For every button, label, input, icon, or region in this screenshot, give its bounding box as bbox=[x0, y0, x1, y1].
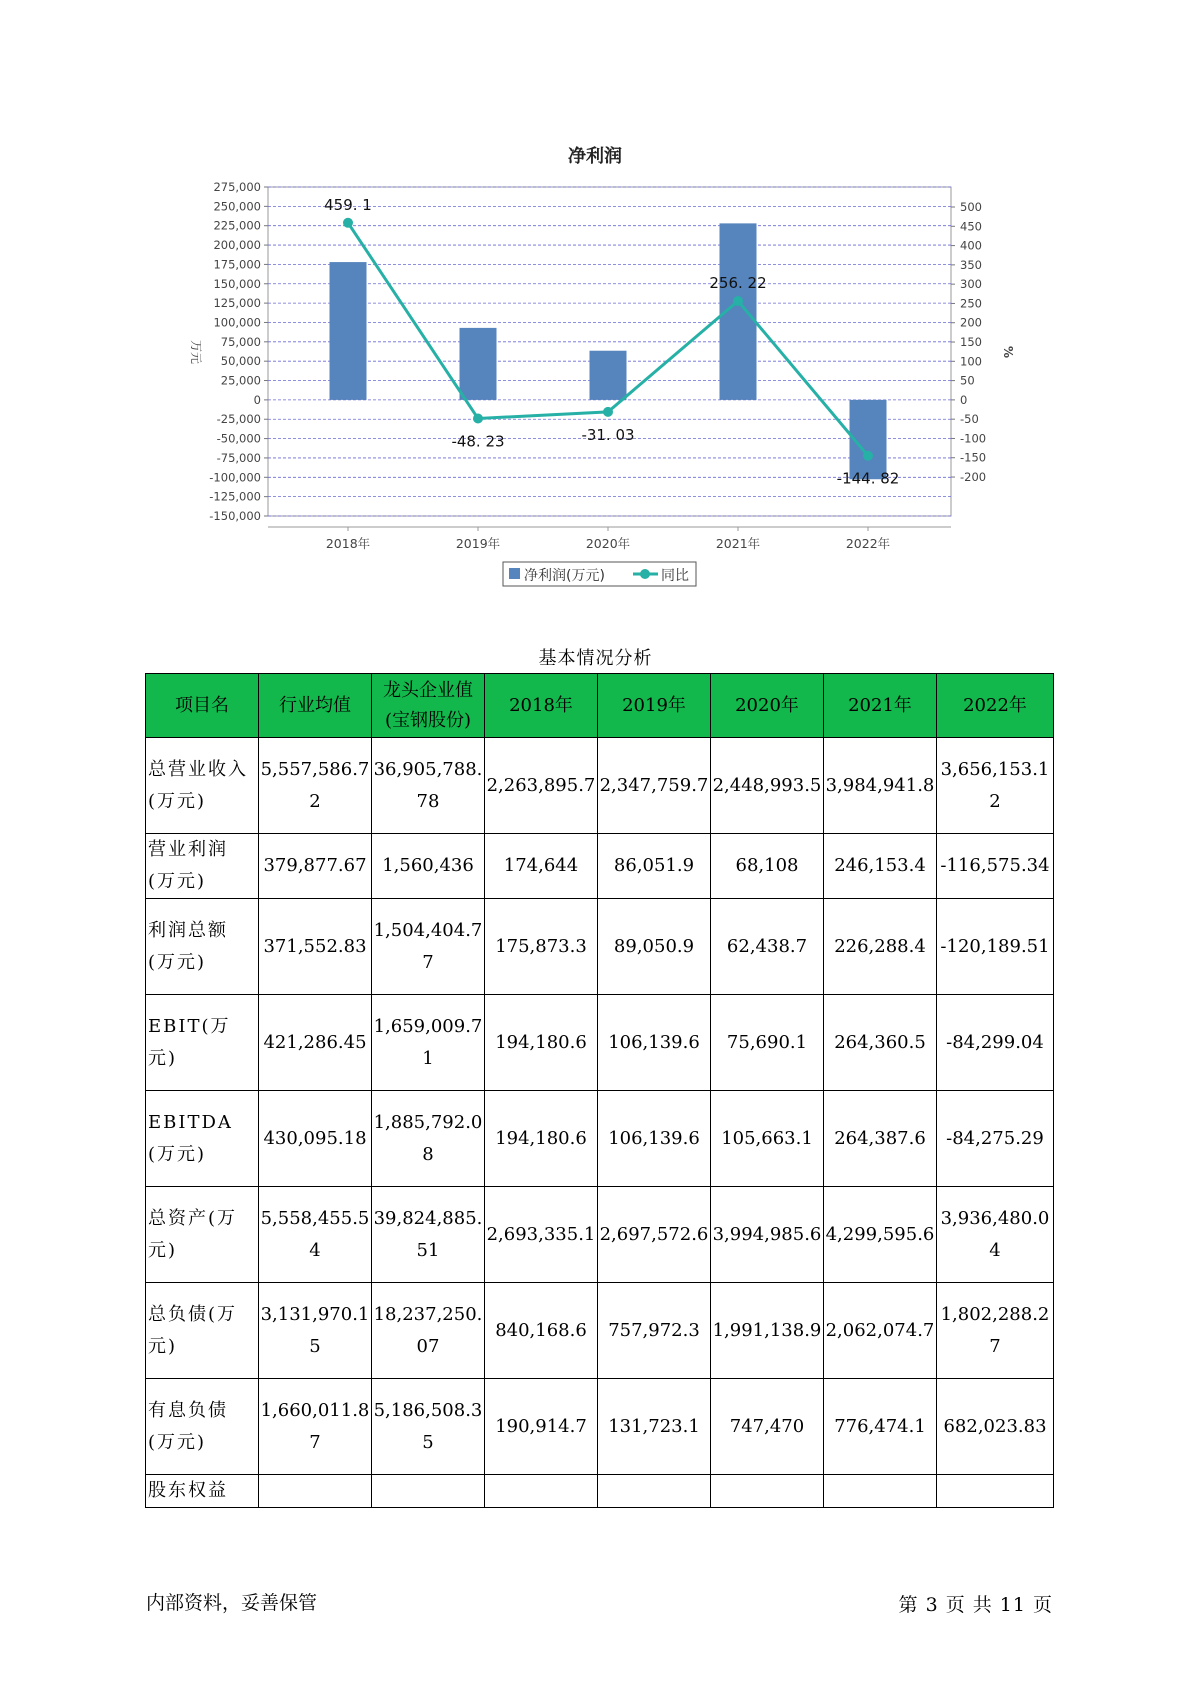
table-row bbox=[146, 995, 1054, 1091]
table-cell: 2,062,074.7 bbox=[824, 1283, 937, 1379]
table-cell: 36,905,788.78 bbox=[372, 738, 485, 834]
table-cell: 105,663.1 bbox=[711, 1091, 824, 1187]
table-cell: -116,575.34 bbox=[937, 834, 1054, 899]
x-tick-label: 2020年 bbox=[585, 536, 631, 551]
table-cell: 1,560,436 bbox=[372, 834, 485, 899]
y-tick-label: 50,000 bbox=[220, 354, 261, 369]
x-tick-label: 2022年 bbox=[845, 536, 891, 551]
table-cell: 246,153.4 bbox=[824, 834, 937, 899]
y2-tick-label: 0 bbox=[960, 392, 968, 407]
table-cell: 39,824,885.51 bbox=[372, 1187, 485, 1283]
y-tick-label: 250,000 bbox=[213, 199, 261, 214]
table-row bbox=[146, 1091, 1054, 1187]
table-row bbox=[146, 1283, 1054, 1379]
table-cell: 174,644 bbox=[485, 834, 598, 899]
yoy-data-label: -48. 23 bbox=[451, 432, 505, 451]
y2-tick-label: 50 bbox=[960, 373, 975, 388]
table-cell: 2,697,572.6 bbox=[598, 1187, 711, 1283]
yoy-data-label: 459. 1 bbox=[324, 195, 372, 214]
net-profit-chart bbox=[0, 0, 1191, 600]
y-tick-label: 150,000 bbox=[213, 276, 261, 291]
y2-tick-label: -200 bbox=[960, 470, 987, 485]
y2-tick-label: 250 bbox=[960, 296, 982, 311]
table-cell: 264,387.6 bbox=[824, 1091, 937, 1187]
yoy-point bbox=[863, 451, 873, 461]
table-cell: 175,873.3 bbox=[485, 899, 598, 995]
x-tick-label: 2021年 bbox=[715, 536, 761, 551]
table-cell: 18,237,250.07 bbox=[372, 1283, 485, 1379]
y2-tick-label: 350 bbox=[960, 257, 982, 272]
table-cell: 3,936,480.04 bbox=[937, 1187, 1054, 1283]
table-cell: 68,108 bbox=[711, 834, 824, 899]
table-cell: 776,474.1 bbox=[824, 1379, 937, 1475]
footer-page-number: 第 3 页 共 11 页 bbox=[898, 1594, 1053, 1616]
y2-tick-label: 500 bbox=[960, 200, 982, 214]
table-cell: 264,360.5 bbox=[824, 995, 937, 1091]
y2-tick-label: 100 bbox=[960, 354, 982, 369]
table-cell: 62,438.7 bbox=[711, 899, 824, 995]
header-item-name: 项目名 bbox=[146, 674, 259, 738]
y-tick-label: 200,000 bbox=[213, 238, 261, 253]
header-2019: 2019年 bbox=[598, 674, 711, 738]
legend-line-marker bbox=[640, 569, 650, 579]
row-label: 利润总额(万元) bbox=[146, 899, 259, 995]
y2-tick-label: -50 bbox=[960, 412, 979, 427]
table-cell: 3,984,941.8 bbox=[824, 738, 937, 834]
y-tick-label: 225,000 bbox=[213, 218, 261, 233]
table-cell: -84,299.04 bbox=[937, 995, 1054, 1091]
yoy-data-label: -144. 82 bbox=[836, 469, 900, 488]
row-label: 营业利润(万元) bbox=[146, 834, 259, 899]
table-cell bbox=[598, 1475, 711, 1508]
table-cell: 1,660,011.87 bbox=[259, 1379, 372, 1475]
bar-net-profit bbox=[330, 262, 367, 400]
table-cell: 1,659,009.71 bbox=[372, 995, 485, 1091]
table-cell: 106,139.6 bbox=[598, 995, 711, 1091]
yoy-point bbox=[603, 407, 613, 417]
table-cell: 5,186,508.35 bbox=[372, 1379, 485, 1475]
y2-tick-label: 200 bbox=[960, 315, 982, 330]
y-tick-label: 0 bbox=[253, 392, 261, 407]
chart-svg bbox=[0, 0, 1191, 600]
yoy-point bbox=[343, 218, 353, 228]
row-label: EBIT(万元) bbox=[146, 995, 259, 1091]
y2-tick-label: 150 bbox=[960, 335, 982, 350]
x-tick-label: 2019年 bbox=[455, 536, 501, 551]
table-cell bbox=[372, 1475, 485, 1508]
header-2018: 2018年 bbox=[485, 674, 598, 738]
analysis-table bbox=[145, 673, 1054, 1508]
chart-title: 净利润 bbox=[568, 146, 622, 167]
y-tick-label: -100,000 bbox=[209, 470, 261, 485]
y2-tick-label: 400 bbox=[960, 238, 982, 253]
table-header-row bbox=[146, 674, 1054, 738]
y-tick-label: 175,000 bbox=[213, 257, 261, 272]
header-2021: 2021年 bbox=[824, 674, 937, 738]
y-tick-label: -125,000 bbox=[209, 489, 261, 504]
table-cell: 2,693,335.1 bbox=[485, 1187, 598, 1283]
table-cell: 2,448,993.5 bbox=[711, 738, 824, 834]
table-cell: 226,288.4 bbox=[824, 899, 937, 995]
table-cell bbox=[937, 1475, 1054, 1508]
table-row bbox=[146, 899, 1054, 995]
row-label: 总负债(万元) bbox=[146, 1283, 259, 1379]
table-cell: 1,802,288.27 bbox=[937, 1283, 1054, 1379]
y-tick-label: -25,000 bbox=[216, 412, 261, 427]
y-tick-label: -75,000 bbox=[216, 450, 261, 465]
table-cell: 75,690.1 bbox=[711, 995, 824, 1091]
table-row bbox=[146, 738, 1054, 834]
legend-bar-label: 净利润(万元) bbox=[524, 568, 605, 584]
y-tick-label: -150,000 bbox=[209, 509, 261, 523]
table-row bbox=[146, 834, 1054, 899]
table-cell: 4,299,595.6 bbox=[824, 1187, 937, 1283]
y2-tick-label: -100 bbox=[960, 431, 987, 446]
row-label: 总营业收入(万元) bbox=[146, 738, 259, 834]
legend-bar-swatch bbox=[509, 568, 520, 579]
row-label: EBITDA(万元) bbox=[146, 1091, 259, 1187]
table-cell bbox=[485, 1475, 598, 1508]
y-tick-label: 75,000 bbox=[220, 334, 261, 349]
table-body bbox=[146, 738, 1054, 1508]
table-cell: 371,552.83 bbox=[259, 899, 372, 995]
yoy-point bbox=[733, 296, 743, 306]
table-cell bbox=[259, 1475, 372, 1508]
table-caption: 基本情况分析 bbox=[538, 648, 653, 669]
row-label: 总资产(万元) bbox=[146, 1187, 259, 1283]
x-tick-label: 2018年 bbox=[325, 536, 371, 551]
table-cell: 379,877.67 bbox=[259, 834, 372, 899]
table-cell: 194,180.6 bbox=[485, 1091, 598, 1187]
table-cell: 430,095.18 bbox=[259, 1091, 372, 1187]
table-cell: 106,139.6 bbox=[598, 1091, 711, 1187]
y-axis-label: 万元 bbox=[189, 339, 203, 365]
header-leader-value: 龙头企业值(宝钢股份) bbox=[372, 674, 485, 738]
table-cell: -84,275.29 bbox=[937, 1091, 1054, 1187]
table-cell: 421,286.45 bbox=[259, 995, 372, 1091]
bar-net-profit bbox=[590, 351, 627, 400]
y2-axis-label: % bbox=[1001, 345, 1015, 359]
table-cell: 1,504,404.77 bbox=[372, 899, 485, 995]
table-cell: 747,470 bbox=[711, 1379, 824, 1475]
table-cell: 3,994,985.6 bbox=[711, 1187, 824, 1283]
yoy-point bbox=[473, 413, 483, 423]
table-cell bbox=[711, 1475, 824, 1508]
table-cell: 2,347,759.7 bbox=[598, 738, 711, 834]
table-cell: 682,023.83 bbox=[937, 1379, 1054, 1475]
yoy-data-label: -31. 03 bbox=[581, 425, 635, 444]
table-row bbox=[146, 1475, 1054, 1508]
table-cell: -120,189.51 bbox=[937, 899, 1054, 995]
table-cell: 3,131,970.15 bbox=[259, 1283, 372, 1379]
table-cell: 3,656,153.12 bbox=[937, 738, 1054, 834]
table-cell bbox=[824, 1475, 937, 1508]
y-tick-label: 25,000 bbox=[220, 373, 261, 388]
header-2020: 2020年 bbox=[711, 674, 824, 738]
legend-line-label: 同比 bbox=[661, 568, 689, 584]
y2-tick-label: -150 bbox=[960, 450, 987, 465]
table-cell: 194,180.6 bbox=[485, 995, 598, 1091]
bar-net-profit bbox=[460, 328, 497, 400]
y-tick-label: 125,000 bbox=[213, 296, 261, 311]
y-tick-label: -50,000 bbox=[216, 431, 261, 446]
table-cell: 840,168.6 bbox=[485, 1283, 598, 1379]
footer-confidential-note: 内部资料，妥善保管 bbox=[146, 1592, 318, 1614]
table-cell: 131,723.1 bbox=[598, 1379, 711, 1475]
table-cell: 2,263,895.7 bbox=[485, 738, 598, 834]
table-row bbox=[146, 1187, 1054, 1283]
table-cell: 5,558,455.54 bbox=[259, 1187, 372, 1283]
y-tick-label: 100,000 bbox=[213, 315, 261, 330]
yoy-line bbox=[348, 223, 868, 456]
table-row bbox=[146, 1379, 1054, 1475]
table-cell: 1,991,138.9 bbox=[711, 1283, 824, 1379]
row-label: 有息负债(万元) bbox=[146, 1379, 259, 1475]
y2-tick-label: 450 bbox=[960, 219, 982, 234]
yoy-data-label: 256. 22 bbox=[709, 274, 767, 293]
table-cell: 5,557,586.72 bbox=[259, 738, 372, 834]
header-industry-average: 行业均值 bbox=[259, 674, 372, 738]
y2-tick-label: 300 bbox=[960, 277, 982, 292]
table-cell: 86,051.9 bbox=[598, 834, 711, 899]
table-cell: 89,050.9 bbox=[598, 899, 711, 995]
row-label: 股东权益 bbox=[146, 1475, 259, 1508]
header-2022: 2022年 bbox=[937, 674, 1054, 738]
y-tick-label: 275,000 bbox=[213, 180, 261, 194]
table-cell: 757,972.3 bbox=[598, 1283, 711, 1379]
table-cell: 190,914.7 bbox=[485, 1379, 598, 1475]
table-cell: 1,885,792.08 bbox=[372, 1091, 485, 1187]
